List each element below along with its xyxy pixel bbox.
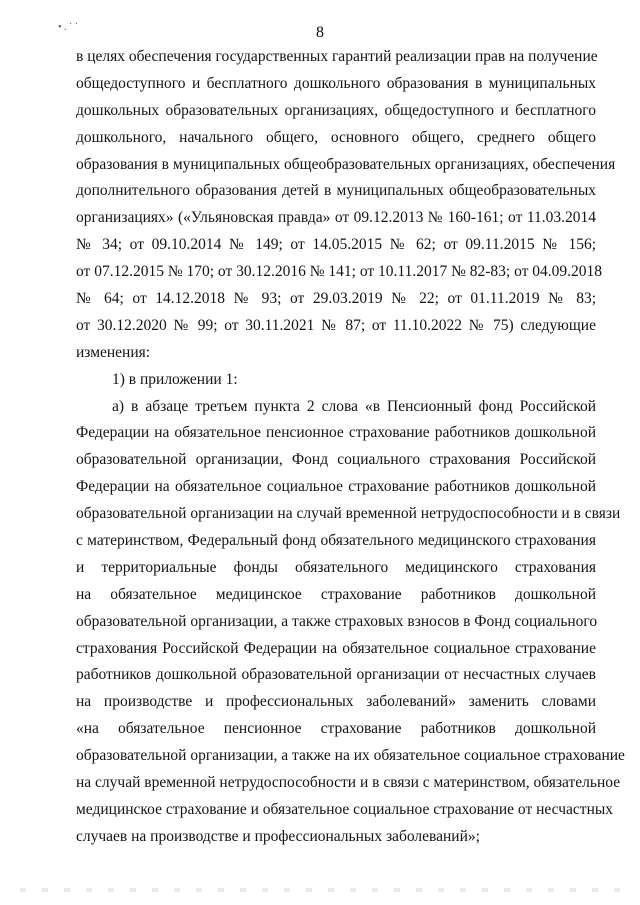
text-line: случаев на производстве и профессиональных заболеваний»; bbox=[76, 827, 480, 845]
text-line: образования в муниципальных общеобразовательных организациях, обеспечения bbox=[76, 155, 616, 173]
text-line: общедоступного и бесплатного дошкольного образования в муниципальных bbox=[76, 74, 596, 92]
text-line: «на обязательное пенсионное страхование работников дошкольной bbox=[76, 720, 596, 738]
page-number: 8 bbox=[316, 24, 324, 41]
text-line: № 64; от 14.12.2018 № 93; от 29.03.2019 № 22; от 01.11.2019 № 83; bbox=[76, 290, 596, 308]
scan-footer-artifact bbox=[20, 888, 620, 892]
text-line: на обязательное медицинское страхование работников дошкольной bbox=[76, 585, 596, 603]
text-line: дошкольных образовательных организациях, общедоступного и бесплатного bbox=[76, 101, 596, 119]
text-line: образовательной организации, а также на их обязательное социальное страхование bbox=[76, 747, 625, 765]
text-line: дошкольного, начального общего, основного общего, среднего общего bbox=[76, 128, 596, 146]
text-line: с материнством, Федеральный фонд обязательного медицинского страхования bbox=[76, 532, 596, 550]
list-item-heading: 1) в приложении 1: bbox=[112, 370, 238, 388]
text-line: изменения: bbox=[76, 343, 151, 361]
text-line: от 07.12.2015 № 170; от 30.12.2016 № 141; от 10.11.2017 № 82-83; от 04.09.2018 bbox=[76, 263, 603, 281]
text-line: № 34; от 09.10.2014 № 149; от 14.05.2015 № 62; от 09.11.2015 № 156; bbox=[76, 236, 596, 254]
text-line: и территориальные фонды обязательного медицинского страхования bbox=[76, 558, 596, 576]
text-line: Федерации на обязательное пенсионное страхование работников дошкольной bbox=[76, 424, 596, 442]
text-line: от 30.12.2020 № 99; от 30.11.2021 № 87; от 11.10.2022 № 75) следующие bbox=[76, 316, 596, 334]
text-line: на производстве и профессиональных заболеваний» заменить словами bbox=[76, 693, 596, 711]
text-line: медицинское страхование и обязательное социальное страхование от несчастных bbox=[76, 800, 614, 818]
text-line: образовательной организации, а также страховых взносов в Фонд социального bbox=[76, 612, 598, 630]
text-line: а) в абзаце третьем пункта 2 слова «в Пенсионный фонд Российской bbox=[112, 397, 596, 415]
text-line: дополнительного образования детей в муниципальных общеобразовательных bbox=[76, 182, 596, 200]
text-line: образовательной организации, Фонд социального страхования Российской bbox=[76, 451, 596, 469]
text-line: образовательной организации на случай временной нетрудоспособности и в связи bbox=[76, 505, 621, 523]
text-line: страхования Российской Федерации на обязательное социальное страхование bbox=[76, 639, 596, 657]
document-body bbox=[76, 44, 625, 851]
text-line: Федерации на обязательное социальное страхование работников дошкольной bbox=[76, 478, 596, 496]
text-line: в целях обеспечения государственных гарантий реализации прав на получение bbox=[76, 48, 598, 65]
scan-artifact: • . ˙ ˙ bbox=[58, 22, 79, 33]
text-line: организациях» («Ульяновская правда» от 09.12.2013 № 160-161; от 11.03.2014 bbox=[76, 209, 596, 227]
text-line: на случай временной нетрудоспособности и в связи с материнством, обязательное bbox=[76, 774, 621, 792]
text-line: работников дошкольной образовательной организации от несчастных случаев bbox=[76, 666, 596, 684]
